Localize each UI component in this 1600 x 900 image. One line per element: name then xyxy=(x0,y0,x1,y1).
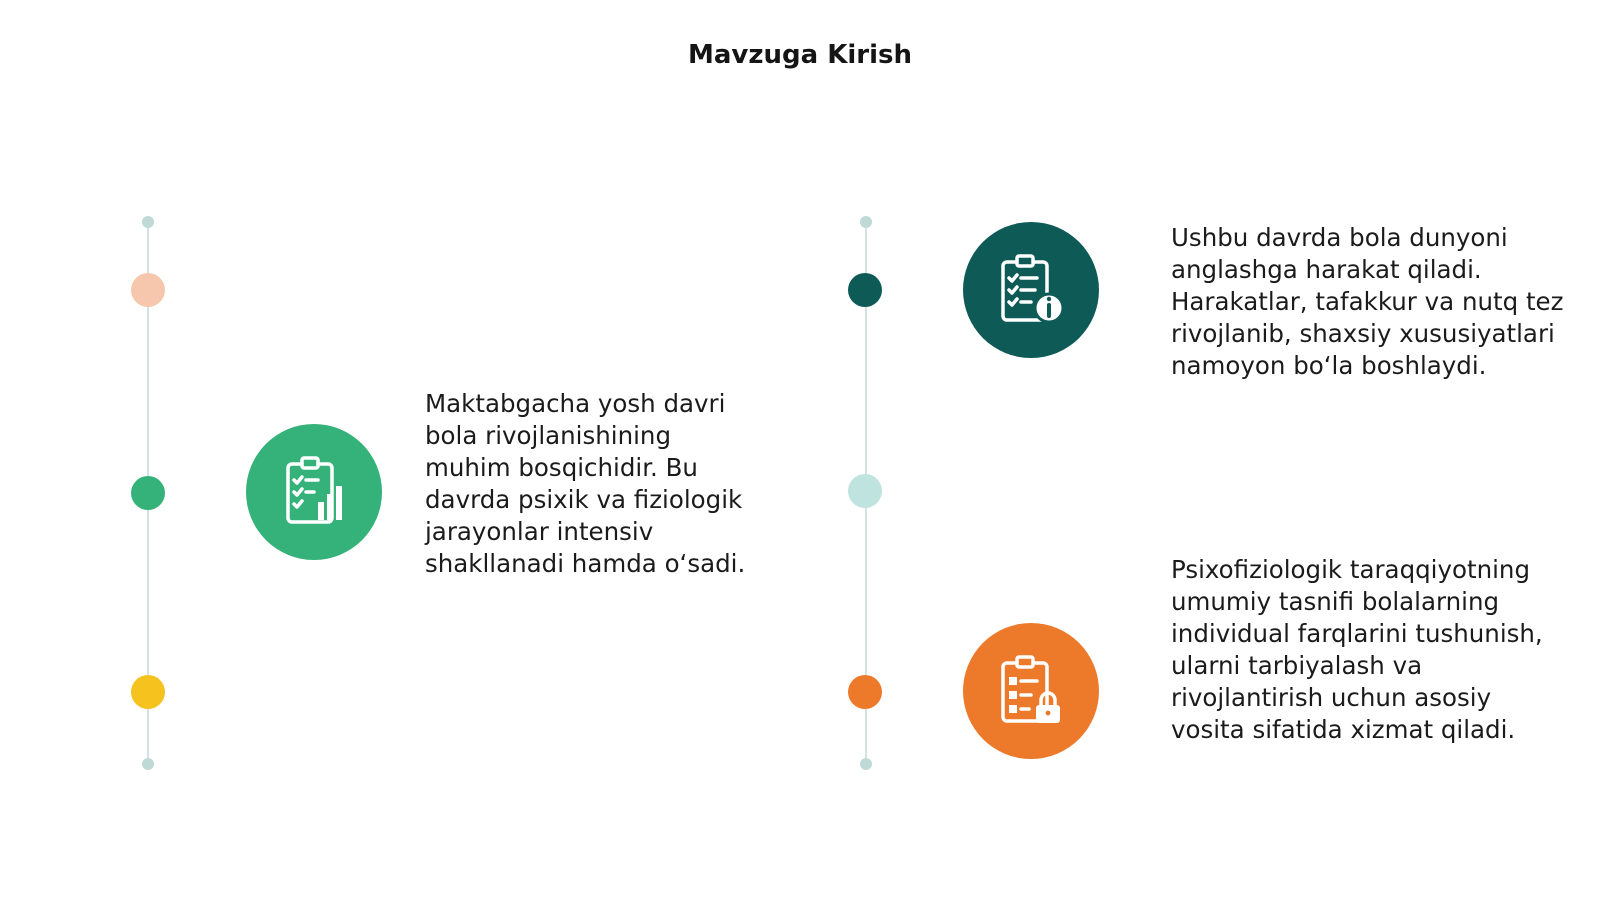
left-timeline-top-cap xyxy=(142,216,154,228)
right-timeline-marker-dark-teal xyxy=(848,273,882,307)
clipboard-chart-icon xyxy=(246,424,382,560)
page-title: Mavzuga Kirish xyxy=(688,40,912,70)
right-timeline-marker-light-teal xyxy=(848,474,882,508)
right-timeline-top-cap xyxy=(860,216,872,228)
right-timeline-marker-orange xyxy=(848,675,882,709)
left-timeline-bottom-cap xyxy=(142,758,154,770)
right-timeline-bottom-cap xyxy=(860,758,872,770)
clipboard-lock-icon xyxy=(963,623,1099,759)
left-timeline-marker-yellow xyxy=(131,675,165,709)
left-timeline-marker-peach xyxy=(131,273,165,307)
item-1-text: Maktabgacha yosh davri bola rivojlanishining muhim bosqichidir. Bu davrda psixik va fiziologik jarayonlar intensiv shakllanadi hamda o‘sadi. xyxy=(425,389,746,578)
item-2-text: Ushbu davrda bola dunyoni anglashga harakat qiladi. Harakatlar, tafakkur va nutq tez rivojlanib, shaxsiy xususiyatlari namoyon bo‘la boshlaydi. xyxy=(1171,223,1564,380)
item-3-text: Psixofiziologik taraqqiyotning umumiy tasnifi bolalarning individual farqlarini tushunish, ularni tarbiyalash va rivojlantirish uchun asosiy vosita sifatida xizmat qiladi. xyxy=(1171,555,1543,744)
clipboard-info-icon xyxy=(963,222,1099,358)
left-timeline-marker-green xyxy=(131,476,165,510)
